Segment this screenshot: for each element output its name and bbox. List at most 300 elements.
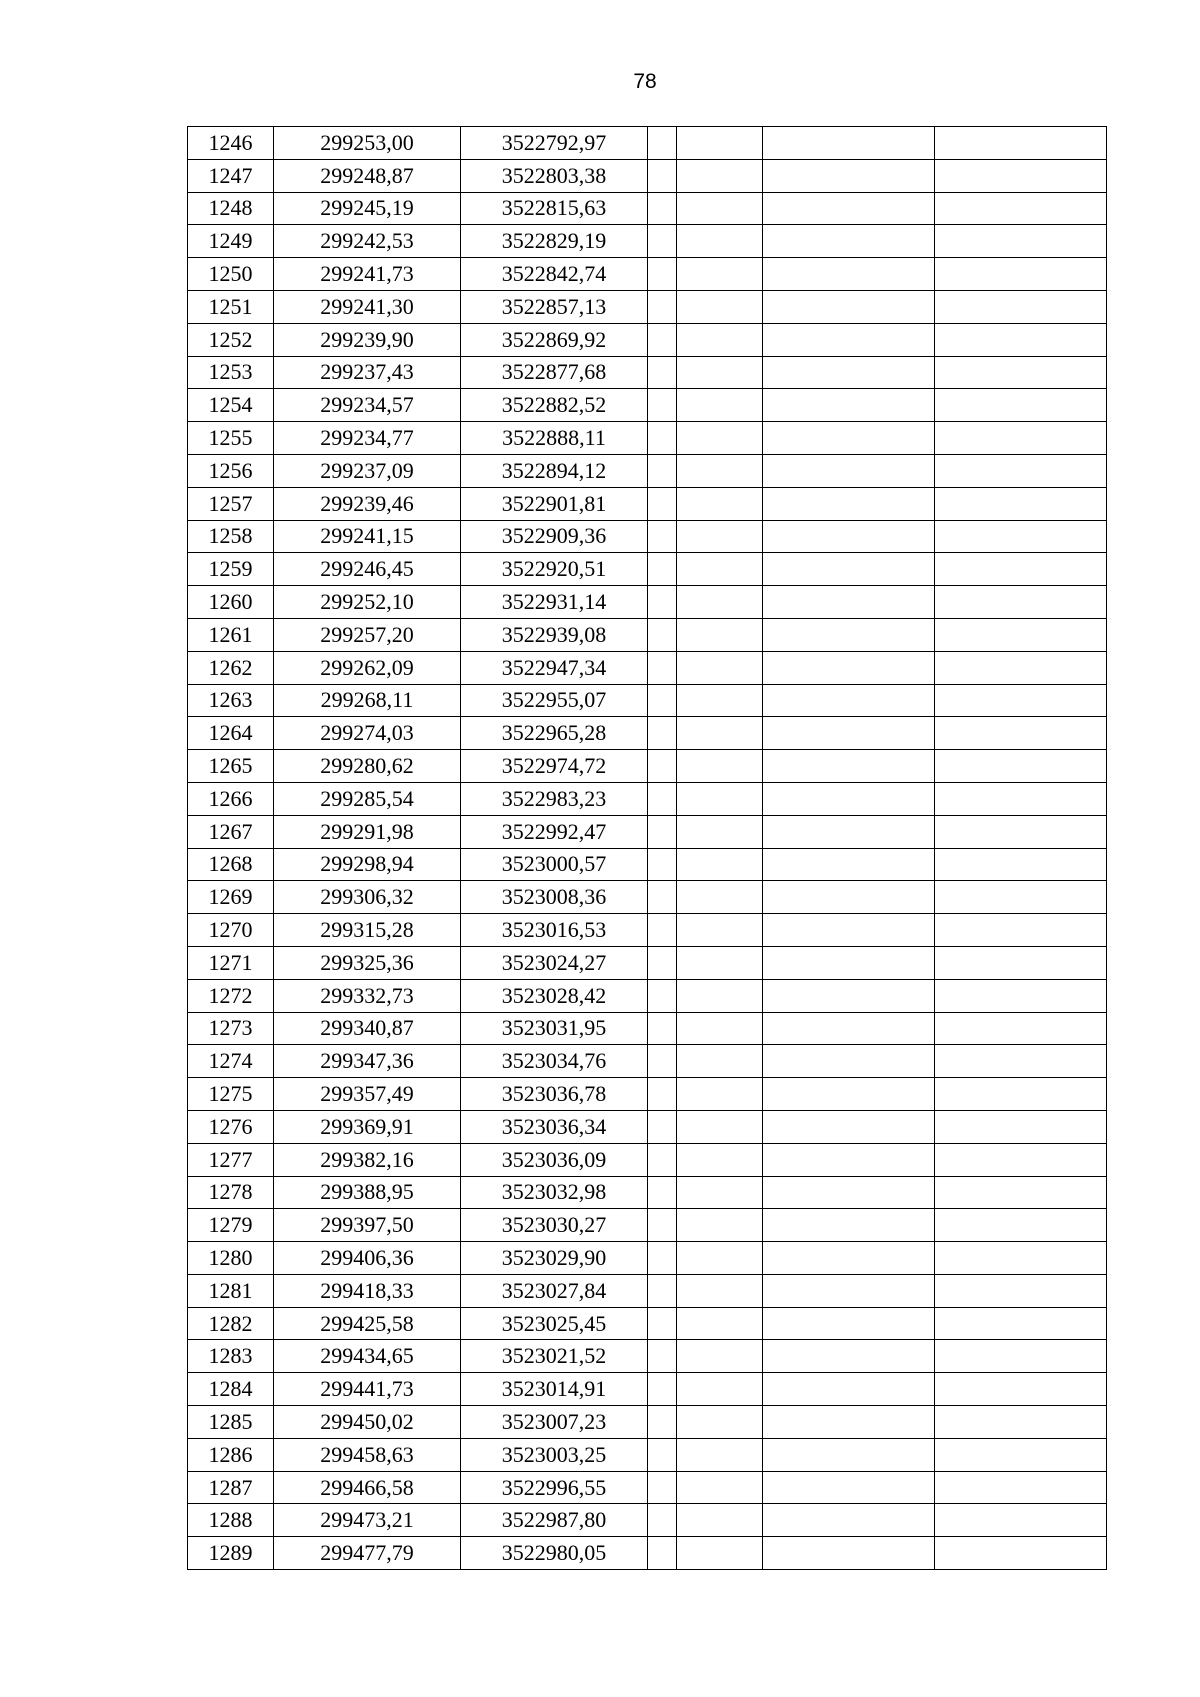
x-coordinate-cell: 299285,54: [274, 782, 461, 815]
table-row: [188, 323, 1107, 356]
empty-cell: [648, 159, 677, 192]
point-number-cell: 1280: [188, 1242, 274, 1275]
y-coordinate-cell: 3522947,34: [461, 651, 648, 684]
x-coordinate-cell: 299241,30: [274, 290, 461, 323]
point-number-cell: 1262: [188, 651, 274, 684]
empty-cell: [677, 618, 763, 651]
coordinates-table-body: [188, 127, 1107, 1570]
empty-cell: [648, 684, 677, 717]
empty-cell: [935, 1045, 1107, 1078]
y-coordinate-cell: 3523014,91: [461, 1373, 648, 1406]
empty-cell: [677, 717, 763, 750]
table-row: [188, 1438, 1107, 1471]
y-coordinate-cell: 3522842,74: [461, 258, 648, 291]
table-row: [188, 717, 1107, 750]
empty-cell: [935, 159, 1107, 192]
empty-cell: [763, 1438, 935, 1471]
y-coordinate-cell: 3523030,27: [461, 1209, 648, 1242]
table-row: [188, 159, 1107, 192]
point-number-cell: 1276: [188, 1110, 274, 1143]
table-row: [188, 815, 1107, 848]
empty-cell: [763, 914, 935, 947]
empty-cell: [935, 1143, 1107, 1176]
empty-cell: [677, 1143, 763, 1176]
table-row: [188, 454, 1107, 487]
x-coordinate-cell: 299268,11: [274, 684, 461, 717]
point-number-cell: 1263: [188, 684, 274, 717]
table-row: [188, 1078, 1107, 1111]
empty-cell: [648, 389, 677, 422]
empty-cell: [763, 520, 935, 553]
y-coordinate-cell: 3523016,53: [461, 914, 648, 947]
empty-cell: [763, 1537, 935, 1570]
empty-cell: [677, 487, 763, 520]
point-number-cell: 1282: [188, 1307, 274, 1340]
empty-cell: [935, 389, 1107, 422]
point-number-cell: 1281: [188, 1274, 274, 1307]
empty-cell: [763, 1143, 935, 1176]
table-row: [188, 553, 1107, 586]
empty-cell: [648, 290, 677, 323]
empty-cell: [648, 1143, 677, 1176]
empty-cell: [935, 553, 1107, 586]
x-coordinate-cell: 299234,77: [274, 422, 461, 455]
point-number-cell: 1252: [188, 323, 274, 356]
x-coordinate-cell: 299473,21: [274, 1504, 461, 1537]
point-number-cell: 1274: [188, 1045, 274, 1078]
point-number-cell: 1273: [188, 1012, 274, 1045]
y-coordinate-cell: 3523003,25: [461, 1438, 648, 1471]
y-coordinate-cell: 3523036,09: [461, 1143, 648, 1176]
empty-cell: [763, 1471, 935, 1504]
x-coordinate-cell: 299280,62: [274, 750, 461, 783]
y-coordinate-cell: 3523034,76: [461, 1045, 648, 1078]
empty-cell: [648, 323, 677, 356]
x-coordinate-cell: 299466,58: [274, 1471, 461, 1504]
x-coordinate-cell: 299434,65: [274, 1340, 461, 1373]
y-coordinate-cell: 3522974,72: [461, 750, 648, 783]
table-row: [188, 127, 1107, 160]
table-row: [188, 1209, 1107, 1242]
point-number-cell: 1256: [188, 454, 274, 487]
empty-cell: [677, 815, 763, 848]
empty-cell: [648, 1176, 677, 1209]
point-number-cell: 1288: [188, 1504, 274, 1537]
empty-cell: [763, 881, 935, 914]
empty-cell: [935, 1176, 1107, 1209]
empty-cell: [763, 750, 935, 783]
empty-cell: [935, 1274, 1107, 1307]
empty-cell: [763, 422, 935, 455]
table-row: [188, 487, 1107, 520]
empty-cell: [935, 225, 1107, 258]
empty-cell: [763, 159, 935, 192]
empty-cell: [677, 946, 763, 979]
table-row: [188, 1045, 1107, 1078]
empty-cell: [677, 225, 763, 258]
empty-cell: [935, 127, 1107, 160]
x-coordinate-cell: 299306,32: [274, 881, 461, 914]
x-coordinate-cell: 299291,98: [274, 815, 461, 848]
y-coordinate-cell: 3522877,68: [461, 356, 648, 389]
table-row: [188, 1406, 1107, 1439]
empty-cell: [648, 520, 677, 553]
empty-cell: [935, 717, 1107, 750]
empty-cell: [935, 848, 1107, 881]
empty-cell: [677, 586, 763, 619]
point-number-cell: 1259: [188, 553, 274, 586]
point-number-cell: 1257: [188, 487, 274, 520]
empty-cell: [648, 1471, 677, 1504]
empty-cell: [935, 651, 1107, 684]
x-coordinate-cell: 299239,90: [274, 323, 461, 356]
empty-cell: [763, 192, 935, 225]
empty-cell: [763, 651, 935, 684]
empty-cell: [677, 651, 763, 684]
empty-cell: [648, 1012, 677, 1045]
y-coordinate-cell: 3523032,98: [461, 1176, 648, 1209]
empty-cell: [935, 946, 1107, 979]
table-row: [188, 586, 1107, 619]
empty-cell: [763, 1274, 935, 1307]
empty-cell: [648, 815, 677, 848]
empty-cell: [935, 1209, 1107, 1242]
empty-cell: [677, 1537, 763, 1570]
point-number-cell: 1266: [188, 782, 274, 815]
empty-cell: [677, 1110, 763, 1143]
point-number-cell: 1278: [188, 1176, 274, 1209]
point-number-cell: 1284: [188, 1373, 274, 1406]
point-number-cell: 1247: [188, 159, 274, 192]
empty-cell: [935, 192, 1107, 225]
table-row: [188, 520, 1107, 553]
empty-cell: [935, 1406, 1107, 1439]
empty-cell: [935, 1373, 1107, 1406]
empty-cell: [677, 1340, 763, 1373]
table-row: [188, 258, 1107, 291]
x-coordinate-cell: 299382,16: [274, 1143, 461, 1176]
point-number-cell: 1285: [188, 1406, 274, 1439]
point-number-cell: 1271: [188, 946, 274, 979]
x-coordinate-cell: 299418,33: [274, 1274, 461, 1307]
empty-cell: [648, 1209, 677, 1242]
empty-cell: [677, 258, 763, 291]
x-coordinate-cell: 299245,19: [274, 192, 461, 225]
x-coordinate-cell: 299347,36: [274, 1045, 461, 1078]
empty-cell: [935, 1012, 1107, 1045]
empty-cell: [763, 1176, 935, 1209]
y-coordinate-cell: 3522931,14: [461, 586, 648, 619]
empty-cell: [763, 290, 935, 323]
y-coordinate-cell: 3522882,52: [461, 389, 648, 422]
empty-cell: [935, 1110, 1107, 1143]
empty-cell: [763, 553, 935, 586]
table-row: [188, 782, 1107, 815]
table-row: [188, 192, 1107, 225]
empty-cell: [648, 192, 677, 225]
y-coordinate-cell: 3523024,27: [461, 946, 648, 979]
x-coordinate-cell: 299257,20: [274, 618, 461, 651]
empty-cell: [935, 1078, 1107, 1111]
table-row: [188, 1307, 1107, 1340]
empty-cell: [763, 684, 935, 717]
empty-cell: [648, 1078, 677, 1111]
y-coordinate-cell: 3522939,08: [461, 618, 648, 651]
table-row: [188, 1373, 1107, 1406]
y-coordinate-cell: 3522909,36: [461, 520, 648, 553]
empty-cell: [648, 848, 677, 881]
y-coordinate-cell: 3522996,55: [461, 1471, 648, 1504]
x-coordinate-cell: 299325,36: [274, 946, 461, 979]
empty-cell: [763, 1406, 935, 1439]
table-row: [188, 1504, 1107, 1537]
empty-cell: [763, 225, 935, 258]
empty-cell: [935, 1438, 1107, 1471]
empty-cell: [677, 1438, 763, 1471]
empty-cell: [763, 454, 935, 487]
point-number-cell: 1286: [188, 1438, 274, 1471]
table-row: [188, 750, 1107, 783]
empty-cell: [763, 618, 935, 651]
point-number-cell: 1283: [188, 1340, 274, 1373]
point-number-cell: 1255: [188, 422, 274, 455]
table-row: [188, 946, 1107, 979]
empty-cell: [648, 651, 677, 684]
table-row: [188, 1242, 1107, 1275]
y-coordinate-cell: 3522894,12: [461, 454, 648, 487]
empty-cell: [763, 979, 935, 1012]
y-coordinate-cell: 3522792,97: [461, 127, 648, 160]
empty-cell: [677, 848, 763, 881]
point-number-cell: 1275: [188, 1078, 274, 1111]
empty-cell: [763, 1307, 935, 1340]
table-row: [188, 389, 1107, 422]
empty-cell: [763, 487, 935, 520]
empty-cell: [677, 454, 763, 487]
y-coordinate-cell: 3523036,34: [461, 1110, 648, 1143]
x-coordinate-cell: 299397,50: [274, 1209, 461, 1242]
empty-cell: [935, 881, 1107, 914]
empty-cell: [935, 618, 1107, 651]
coordinates-table: [187, 126, 1107, 1570]
empty-cell: [648, 914, 677, 947]
empty-cell: [648, 422, 677, 455]
empty-cell: [677, 979, 763, 1012]
empty-cell: [648, 1340, 677, 1373]
point-number-cell: 1264: [188, 717, 274, 750]
empty-cell: [648, 586, 677, 619]
empty-cell: [763, 1209, 935, 1242]
empty-cell: [763, 848, 935, 881]
empty-cell: [763, 1078, 935, 1111]
empty-cell: [763, 1340, 935, 1373]
empty-cell: [677, 1209, 763, 1242]
point-number-cell: 1253: [188, 356, 274, 389]
empty-cell: [648, 258, 677, 291]
empty-cell: [935, 1340, 1107, 1373]
table-row: [188, 684, 1107, 717]
empty-cell: [648, 225, 677, 258]
empty-cell: [648, 1438, 677, 1471]
x-coordinate-cell: 299237,09: [274, 454, 461, 487]
x-coordinate-cell: 299458,63: [274, 1438, 461, 1471]
empty-cell: [677, 1373, 763, 1406]
empty-cell: [935, 1471, 1107, 1504]
empty-cell: [648, 1274, 677, 1307]
empty-cell: [935, 979, 1107, 1012]
y-coordinate-cell: 3522829,19: [461, 225, 648, 258]
empty-cell: [935, 815, 1107, 848]
point-number-cell: 1279: [188, 1209, 274, 1242]
empty-cell: [677, 1274, 763, 1307]
empty-cell: [763, 1012, 935, 1045]
x-coordinate-cell: 299406,36: [274, 1242, 461, 1275]
empty-cell: [677, 192, 763, 225]
x-coordinate-cell: 299450,02: [274, 1406, 461, 1439]
empty-cell: [935, 520, 1107, 553]
page-number: 78: [633, 70, 657, 93]
empty-cell: [763, 1242, 935, 1275]
empty-cell: [648, 487, 677, 520]
point-number-cell: 1254: [188, 389, 274, 422]
point-number-cell: 1272: [188, 979, 274, 1012]
empty-cell: [677, 750, 763, 783]
empty-cell: [935, 1307, 1107, 1340]
point-number-cell: 1268: [188, 848, 274, 881]
y-coordinate-cell: 3522965,28: [461, 717, 648, 750]
empty-cell: [935, 323, 1107, 356]
y-coordinate-cell: 3522983,23: [461, 782, 648, 815]
empty-cell: [763, 717, 935, 750]
empty-cell: [648, 946, 677, 979]
y-coordinate-cell: 3523028,42: [461, 979, 648, 1012]
y-coordinate-cell: 3523036,78: [461, 1078, 648, 1111]
empty-cell: [763, 1373, 935, 1406]
empty-cell: [935, 750, 1107, 783]
table-row: [188, 422, 1107, 455]
y-coordinate-cell: 3523008,36: [461, 881, 648, 914]
empty-cell: [935, 487, 1107, 520]
y-coordinate-cell: 3522920,51: [461, 553, 648, 586]
point-number-cell: 1248: [188, 192, 274, 225]
y-coordinate-cell: 3522815,63: [461, 192, 648, 225]
empty-cell: [763, 258, 935, 291]
empty-cell: [648, 1537, 677, 1570]
point-number-cell: 1250: [188, 258, 274, 291]
empty-cell: [677, 553, 763, 586]
x-coordinate-cell: 299253,00: [274, 127, 461, 160]
empty-cell: [677, 684, 763, 717]
table-row: [188, 1274, 1107, 1307]
table-row: [188, 979, 1107, 1012]
empty-cell: [677, 1078, 763, 1111]
empty-cell: [677, 1012, 763, 1045]
table-row: [188, 1471, 1107, 1504]
empty-cell: [763, 946, 935, 979]
x-coordinate-cell: 299246,45: [274, 553, 461, 586]
empty-cell: [763, 127, 935, 160]
point-number-cell: 1277: [188, 1143, 274, 1176]
empty-cell: [648, 553, 677, 586]
empty-cell: [935, 586, 1107, 619]
table-row: [188, 225, 1107, 258]
x-coordinate-cell: 299332,73: [274, 979, 461, 1012]
x-coordinate-cell: 299241,73: [274, 258, 461, 291]
empty-cell: [677, 1045, 763, 1078]
x-coordinate-cell: 299237,43: [274, 356, 461, 389]
x-coordinate-cell: 299274,03: [274, 717, 461, 750]
point-number-cell: 1246: [188, 127, 274, 160]
empty-cell: [648, 979, 677, 1012]
empty-cell: [677, 422, 763, 455]
empty-cell: [935, 914, 1107, 947]
x-coordinate-cell: 299298,94: [274, 848, 461, 881]
point-number-cell: 1287: [188, 1471, 274, 1504]
table-row: [188, 290, 1107, 323]
y-coordinate-cell: 3522901,81: [461, 487, 648, 520]
empty-cell: [648, 1242, 677, 1275]
empty-cell: [677, 159, 763, 192]
table-row: [188, 914, 1107, 947]
empty-cell: [677, 1242, 763, 1275]
x-coordinate-cell: 299262,09: [274, 651, 461, 684]
empty-cell: [677, 1471, 763, 1504]
empty-cell: [763, 782, 935, 815]
empty-cell: [677, 127, 763, 160]
x-coordinate-cell: 299242,53: [274, 225, 461, 258]
y-coordinate-cell: 3523029,90: [461, 1242, 648, 1275]
point-number-cell: 1270: [188, 914, 274, 947]
y-coordinate-cell: 3523007,23: [461, 1406, 648, 1439]
x-coordinate-cell: 299252,10: [274, 586, 461, 619]
x-coordinate-cell: 299234,57: [274, 389, 461, 422]
empty-cell: [677, 1504, 763, 1537]
empty-cell: [763, 1045, 935, 1078]
empty-cell: [763, 1504, 935, 1537]
y-coordinate-cell: 3522869,92: [461, 323, 648, 356]
x-coordinate-cell: 299340,87: [274, 1012, 461, 1045]
y-coordinate-cell: 3522980,05: [461, 1537, 648, 1570]
empty-cell: [935, 290, 1107, 323]
x-coordinate-cell: 299239,46: [274, 487, 461, 520]
empty-cell: [763, 323, 935, 356]
y-coordinate-cell: 3522992,47: [461, 815, 648, 848]
table-row: [188, 881, 1107, 914]
y-coordinate-cell: 3522955,07: [461, 684, 648, 717]
x-coordinate-cell: 299357,49: [274, 1078, 461, 1111]
empty-cell: [648, 717, 677, 750]
empty-cell: [763, 1110, 935, 1143]
table-row: [188, 1537, 1107, 1570]
empty-cell: [677, 356, 763, 389]
empty-cell: [935, 684, 1107, 717]
empty-cell: [763, 389, 935, 422]
empty-cell: [763, 356, 935, 389]
y-coordinate-cell: 3523031,95: [461, 1012, 648, 1045]
empty-cell: [677, 520, 763, 553]
point-number-cell: 1267: [188, 815, 274, 848]
y-coordinate-cell: 3523021,52: [461, 1340, 648, 1373]
x-coordinate-cell: 299241,15: [274, 520, 461, 553]
empty-cell: [648, 454, 677, 487]
empty-cell: [648, 1110, 677, 1143]
x-coordinate-cell: 299477,79: [274, 1537, 461, 1570]
empty-cell: [763, 586, 935, 619]
empty-cell: [935, 454, 1107, 487]
x-coordinate-cell: 299441,73: [274, 1373, 461, 1406]
x-coordinate-cell: 299425,58: [274, 1307, 461, 1340]
x-coordinate-cell: 299369,91: [274, 1110, 461, 1143]
